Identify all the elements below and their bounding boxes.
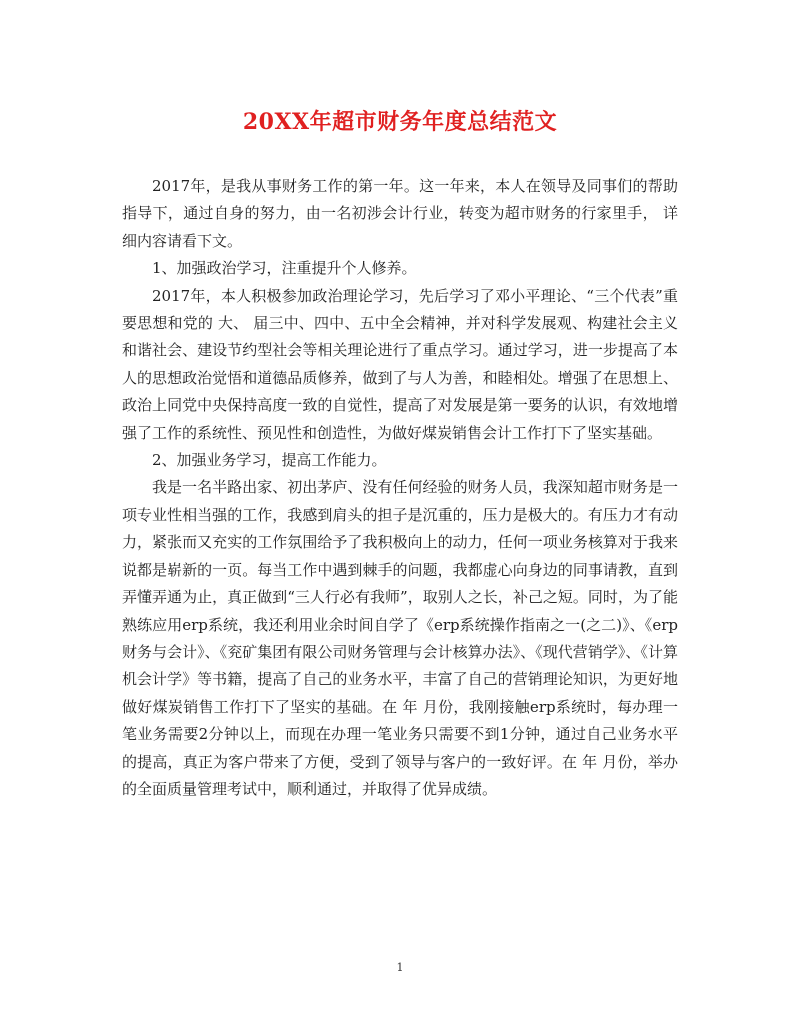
section-heading-1: 1、加强政治学习，注重提升个人修养。: [152, 259, 417, 278]
page-number: 1: [396, 961, 404, 974]
document-body: [122, 173, 678, 803]
section-1-paragraph: 2017年，本人积极参加政治理论学习，先后学习了邓小平理论、“三个代表”重要思想和党的 大、 届三中、四中、五中全会精神，并对科学发展观、构建社会主义和谐社会、建设节约型社会等相关理论进行了重点学习。通过学习，进一步提高了本人的思想政治觉悟和道德品质修养，做到了与人为善，和睦相处。增强了在思想上、政治上同党中央保持高度一致的自觉性，提高了对发展是第一要务的认识，有效地增强了工作的系统性、预见性和创造性，为做好煤炭销售会计工作打下了坚实基础。: [122, 286, 678, 442]
document-title: 20XX年超市财务年度总结范文: [242, 109, 558, 135]
section-heading-2: 2、加强业务学习，提高工作能力。: [152, 451, 387, 470]
intro-paragraph: 2017年，是我从事财务工作的第一年。这一年来，本人在领导及同事们的帮助指导下，通过自身的努力，由一名初涉会计行业，转变为超市财务的行家里手， 详细内容请看下文。: [122, 177, 678, 250]
section-2-paragraph: 我是一名半路出家、初出茅庐、没有任何经验的财务人员，我深知超市财务是一项专业性相当强的工作，我感到肩头的担子是沉重的，压力是极大的。有压力才有动力，紧张而又充实的工作氛围给予了我积极向上的动力，任何一项业务核算对于我来说都是崭新的一页。每当工作中遇到棘手的问题，我都虚心向身边的同事请教，直到弄懂弄通为止，真正做到“三人行必有我师”，取别人之长，补己之短。同时，为了能熟练应用erp系统，我还利用业余时间自学了《erp系统操作指南之一(之二)》、《erp财务与会计》、《兖矿集团有限公司财务管理与会计核算办法》、《现代营销学》、《计算机会计学》等书籍，提高了自己的业务水平，丰富了自己的营销理论知识，为更好地做好煤炭销售工作打下了坚实的基础。在 年 月份，我刚接触erp系统时，每办理一笔业务需要2分钟以上，而现在办理一笔业务只需要不到1分钟，通过自己业务水平的提高，真正为客户带来了方便，受到了领导与客户的一致好评。在 年 月份，举办的全面质量管理考试中，顺利通过，并取得了优异成绩。: [122, 478, 678, 798]
